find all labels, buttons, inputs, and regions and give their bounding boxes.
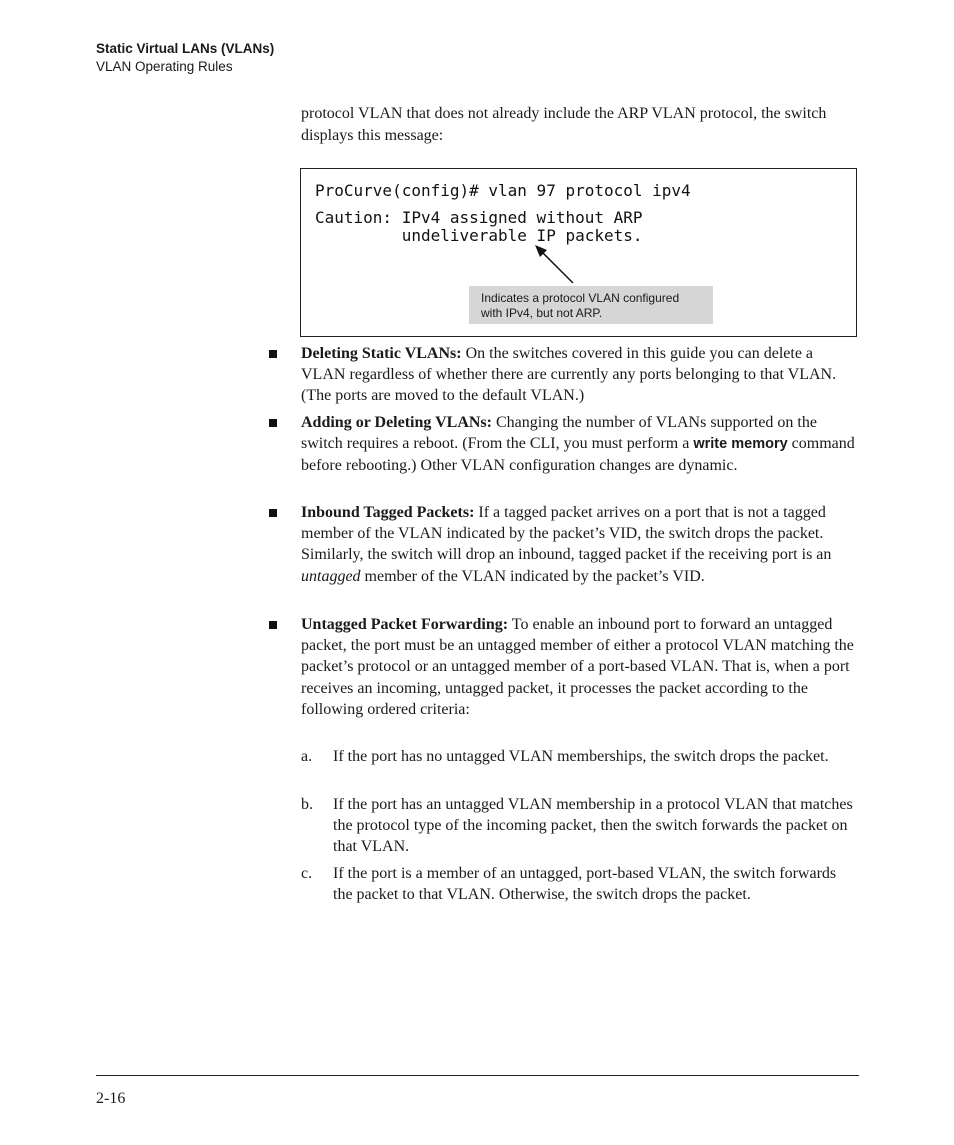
bullet-term: Adding or Deleting VLANs: [301, 414, 492, 431]
criteria-text: If the port has no untagged VLAN memberships, the switch drops the packet. [333, 748, 829, 765]
criteria-label: c. [301, 865, 313, 882]
cli-command-line: ProCurve(config)# vlan 97 protocol ipv4 [315, 181, 691, 200]
emphasis-untagged: untagged [301, 567, 361, 585]
cli-caution-continuation: undeliverable IP packets. [315, 226, 643, 245]
bullet-square-icon [269, 614, 277, 636]
callout-note: Indicates a protocol VLAN configured with IPv4, but not ARP. [469, 286, 713, 324]
bullet-text: Changing the number of VLANs supported on the switch requires a reboot. (From the CLI, you must perform a [301, 414, 817, 453]
bullet-text: If a tagged packet arrives on a port that is not a tagged member of the VLAN indicated by the packet’s VID, the switch drops the packet. Similarly, the switch will drop an inbound, tagged packet if the receiving port is an [301, 504, 832, 564]
bullet-term: Deleting Static VLANs: [301, 345, 462, 362]
page-number: 2-16 [96, 1090, 126, 1107]
list-item [301, 614, 859, 720]
running-header-title: Static Virtual LANs (VLANs) [96, 41, 275, 56]
bullet-text-continued: command before rebooting.) Other VLAN configuration changes are dynamic. [301, 435, 855, 475]
bullet-text-continued: member of the VLAN indicated by the packet’s VID. [360, 567, 705, 585]
cli-command-inline: write memory [693, 436, 788, 453]
cli-caution-line: Caution: IPv4 assigned without ARP [315, 208, 643, 227]
criteria-text: If the port has an untagged VLAN membership in a protocol VLAN that matches the protocol type of the incoming packet, then the switch forwards the packet on that VLAN. [333, 796, 853, 856]
criteria-label: a. [301, 748, 313, 765]
bullet-square-icon [269, 412, 277, 434]
list-item [301, 412, 859, 477]
bullet-text: On the switches covered in this guide you can delete a VLAN regardless of whether there are currently any ports belonging to that VLAN. (The ports are moved to the default VLAN.) [301, 345, 837, 405]
bullet-text: To enable an inbound port to forward an untagged packet, the port must be an untagged member of either a protocol VLAN matching the packet’s protocol or an untagged member of a port-based VLAN. That is, when a port receives an incoming, untagged packet, it processes the packet according to the following ordered criteria: [301, 616, 854, 718]
footer-divider [96, 1075, 859, 1076]
criteria-text: If the port is a member of an untagged, port-based VLAN, the switch forwards the packet to that VLAN. Otherwise, the switch drops the packet. [333, 865, 837, 904]
intro-paragraph: protocol VLAN that does not already include the ARP VLAN protocol, the switch displays this message: [301, 105, 827, 144]
list-item [301, 502, 859, 587]
bullet-term: Untagged Packet Forwarding: [301, 616, 509, 633]
bullet-square-icon [269, 502, 277, 524]
bullet-square-icon [269, 343, 277, 365]
criteria-label: b. [301, 796, 313, 813]
list-item [301, 343, 859, 407]
running-header-subtitle: VLAN Operating Rules [96, 59, 233, 74]
cli-screenshot-box [300, 168, 857, 337]
bullet-term: Inbound Tagged Packets: [301, 504, 475, 521]
